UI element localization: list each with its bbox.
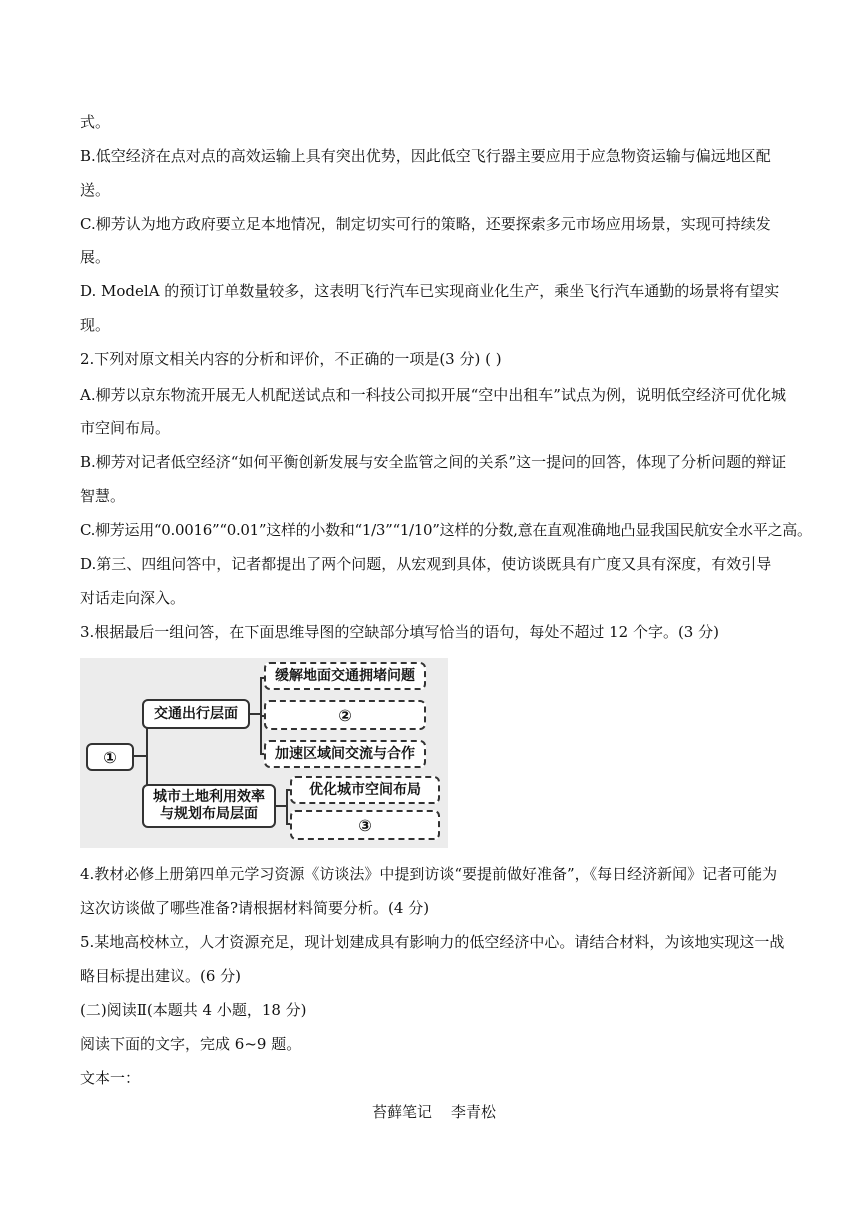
text-line: 这次访谈做了哪些准备?请根据材料简要分析。(4 分) [80,899,430,917]
instruction-line: 阅读下面的文字，完成 6~9 题。 [80,1035,302,1053]
text-line: 市空间布局。 [80,419,171,437]
leaf-node: 加速区域间交流与合作 [264,740,426,768]
text-line: 送。 [80,181,111,199]
question-stem: 2.下列对原文相关内容的分析和评价，不正确的一项是(3 分) ( ) [80,350,502,368]
blank-node-2: ② [264,700,426,730]
option-b-line: B.柳芳对记者低空经济“如何平衡创新发展与安全监管之间的关系”这一提问的回答，体现了分析问题的辩证 [80,453,787,471]
leaf-node: 优化城市空间布局 [290,776,440,804]
mind-map [80,658,448,848]
text-line: 展。 [80,248,111,266]
option-c-line: C.柳芳运用“0.0016”“0.01”这样的小数和“1/3”“1/10”这样的分数,意在直观准确地凸显我国民航安全水平之高。 [80,521,812,539]
blank-node-3: ③ [290,810,440,840]
text-line: 对话走向深入。 [80,589,186,607]
option-d-line: D.第三、四组问答中，记者都提出了两个问题，从宏观到具体，使访谈既具有广度又具有深度，有效引导 [80,555,772,573]
branch-label-line: 城市土地利用效率 [153,789,265,805]
article-title: 苔藓笔记 李青松 [371,1103,497,1121]
text-line: 现。 [80,316,111,334]
branch-label-line: 与规划布局层面 [160,806,258,822]
text-line: 式。 [80,113,111,131]
text-line: 智慧。 [80,487,126,505]
question-3-stem: 3.根据最后一组问答，在下面思维导图的空缺部分填写恰当的语句，每处不超过 12 个字。(3 分) [80,623,719,641]
option-b-line: B.低空经济在点对点的高效运输上具有突出优势，因此低空飞行器主要应用于应急物资运输与偏远地区配 [80,147,771,165]
leaf-node: 缓解地面交通拥堵问题 [264,662,426,690]
text-line: 略目标提出建议。(6 分) [80,967,242,985]
branch-traffic-node: 交通出行层面 [142,699,250,729]
section-heading: (二)阅读Ⅱ(本题共 4 小题，18 分) [80,1001,307,1019]
question-5-line: 5.某地高校林立，人才资源充足，现计划建成具有影响力的低空经济中心。请结合材料，为该地实现这一战 [80,933,785,951]
branch-land-use-node [142,784,276,828]
connector [286,789,288,825]
option-c-line: C.柳芳认为地方政府要立足本地情况，制定切实可行的策略，还要探索多元市场应用场景，实现可持续发 [80,215,771,233]
text-label: 文本一： [80,1069,141,1087]
option-d-line: D. ModelA 的预订订单数量较多，这表明飞行汽车已实现商业化生产，乘坐飞行汽车通勤的场景将有望实 [80,282,780,300]
option-a-line: A.柳芳以京东物流开展无人机配送试点和一科技公司拟开展“空中出租车”试点为例，说明低空经济可优化城 [80,386,786,404]
question-4-line: 4.教材必修上册第四单元学习资源《访谈法》中提到访谈“要提前做好准备”，《每日经济新闻》记者可能为 [80,865,778,883]
root-node: ① [86,743,134,771]
